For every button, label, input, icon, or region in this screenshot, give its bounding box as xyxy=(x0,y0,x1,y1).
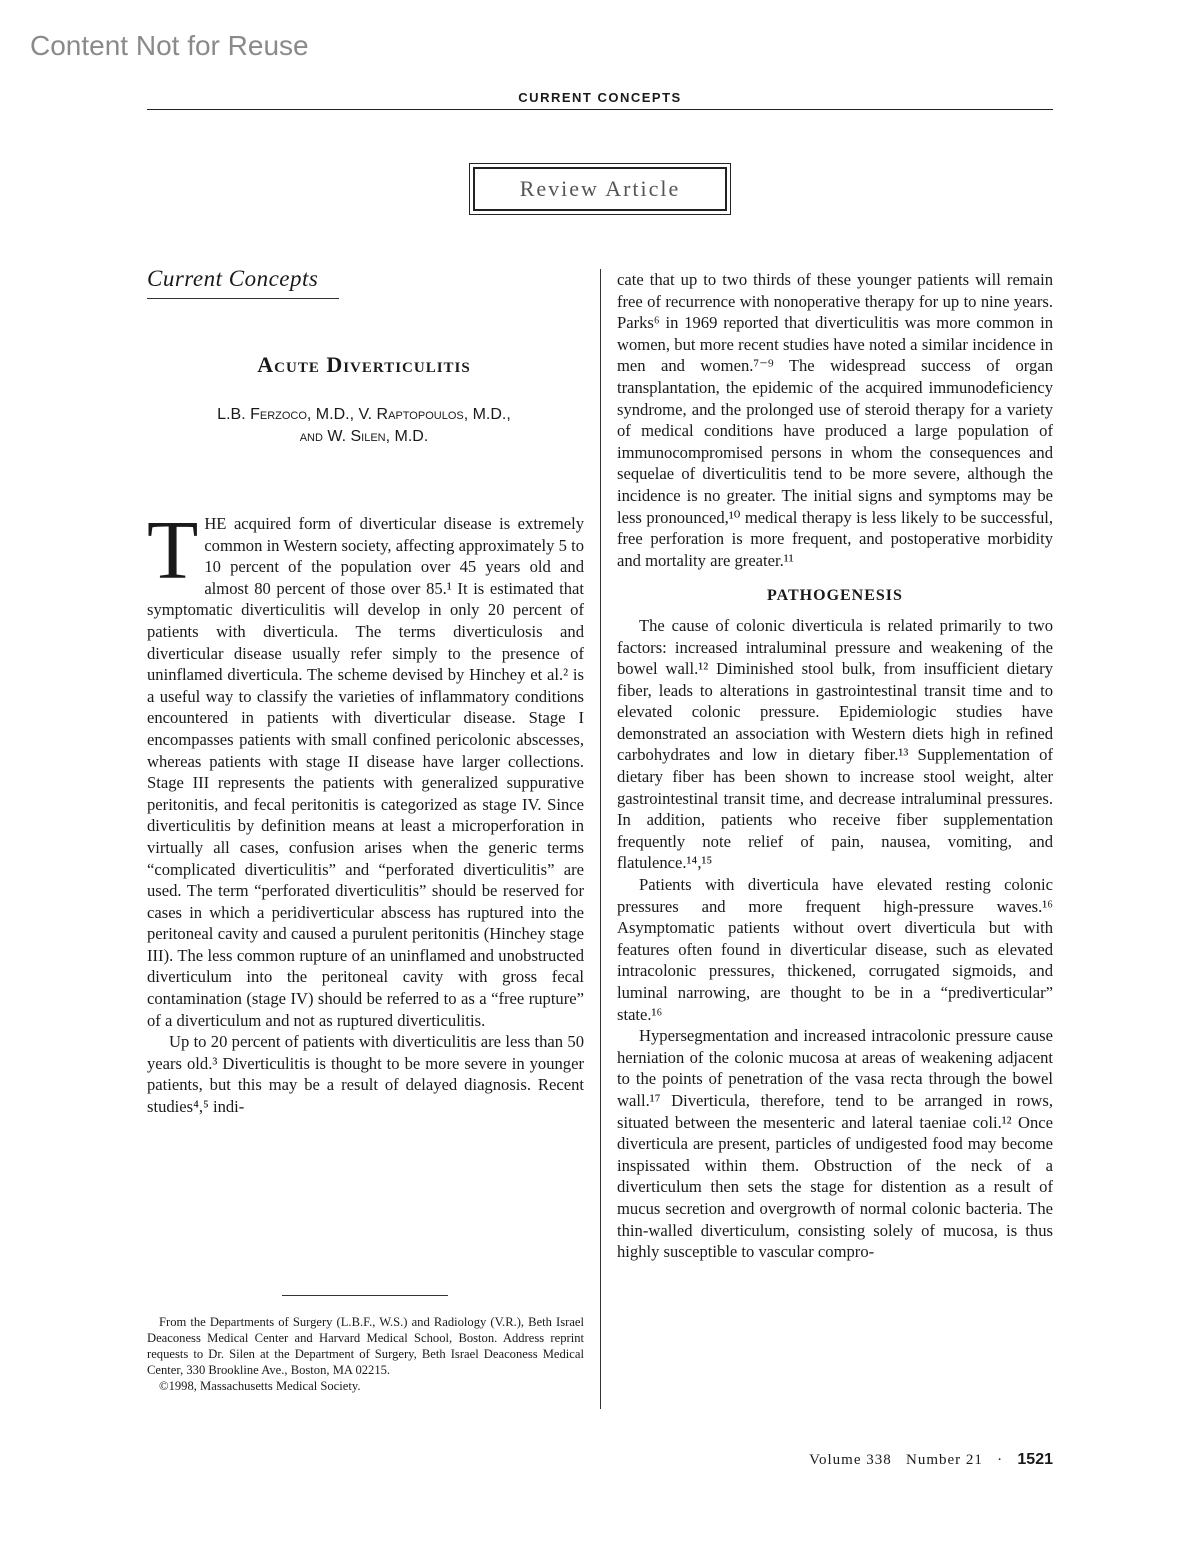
drop-cap: T xyxy=(147,504,199,597)
page-footer xyxy=(700,1451,1053,1469)
section-heading: PATHOGENESIS xyxy=(767,587,903,605)
footer-volume: Volume 338 xyxy=(809,1452,892,1468)
running-head: CURRENT CONCEPTS xyxy=(518,90,682,105)
author-line-2: and W. Silen, M.D. xyxy=(299,428,429,445)
watermark-text: Content Not for Reuse xyxy=(30,30,309,61)
footnote-copyright: ©1998, Massachusetts Medical Society. xyxy=(159,1379,361,1393)
series-title: Current Concepts xyxy=(147,266,339,299)
intro-paragraph-2: Up to 20 percent of patients with diverticulitis are less than 50 years old.³ Diverticulitis is thought to be more severe in younger patients, but this may be a result of delayed diagnosis. Recent studies⁴,⁵ indi- xyxy=(147,1032,584,1117)
footnote xyxy=(147,1314,584,1394)
footnote-rule xyxy=(282,1295,448,1296)
article-title: Acute Diverticulitis xyxy=(257,352,471,377)
continued-paragraph: cate that up to two thirds of these younger patients will remain free of recurrence with nonoperative therapy for up to nine years. Parks⁶ in 1969 reported that diverticulitis was more common in women, but more recent studies have noted a similar incidence in men and women.⁷⁻⁹ The widespread success of organ transplantation, the epidemic of the acquired immunodeficiency syndrome, and the prolonged use of steroid therapy for a variety of medical conditions have produced a large population of immunocompromised persons in whom the consequences and sequelae of diverticulitis tend to be more severe, although the incidence is no greater. The initial signs and symptoms may be less pronounced,¹⁰ medical therapy is less likely to be successful, free perforation is more frequent, and postoperative morbidity and mortality are greater.¹¹ xyxy=(617,270,1053,570)
lead-in: HE xyxy=(204,514,227,533)
article-type-box xyxy=(469,163,731,215)
intro-paragraph-1-text: acquired form of diverticular disease is extremely common in Western society, affecting approximately 5 to 10 percent of the population over 45 years old and almost 80 percent of those over 85.¹ It is estimated that symptomatic diverticulitis will develop in only 20 percent of patients with diverticula. The terms diverticulosis and diverticular disease usually refer simply to the presence of uninflamed diverticula. The scheme devised by Hinchey et al.² is a useful way to classify the varieties of inflammatory conditions encountered in patients with diverticular disease. Stage I encompasses patients with small confined pericolonic abscesses, whereas patients with stage II disease have larger collections. Stage III represents the patients with generalized suppurative peritonitis, and fecal peritonitis is categorized as stage IV. Since diverticulitis by definition means at least a microperforation in virtually all cases, confusion arises when the generic terms “complicated diverticulitis” and “perforated diverticulitis” are used. The term “perforated diverticulitis” should be reserved for cases in which a peridiverticular abscess has ruptured into the peritoneal cavity and caused a purulent peritonitis (Hinchey stage III). The less common rupture of an uninflamed and unobstructed diverticulum into the peritoneal cavity with gross fecal contamination (stage IV) should be referred to as a “free rupture” of a diverticulum and not as ruptured diverticulitis. xyxy=(147,514,584,1030)
footer-number: Number 21 xyxy=(906,1452,983,1468)
right-column xyxy=(617,269,1053,1263)
article-type-label: Review Article xyxy=(473,167,727,211)
pathogenesis-paragraph-3: Hypersegmentation and increased intracolonic pressure cause herniation of the colonic mucosa at areas of weakening adjacent to the points of penetration of the vasa recta through the bowel wall.¹⁷ Diverticula, therefore, tend to be arranged in rows, situated between the mesenteric and lateral taeniae coli.¹² Once diverticula are present, particles of undigested food may become inspissated within them. Obstruction of the neck of a diverticulum then sets the stage for distention as a result of mucus secretion and overgrowth of normal colonic bacteria. The thin-walled diverticulum, consisting solely of mucosa, is thus highly susceptible to vascular compro- xyxy=(617,1026,1053,1262)
left-column xyxy=(147,504,584,1118)
footer-separator: · xyxy=(997,1452,1004,1468)
pathogenesis-paragraph-1: The cause of colonic diverticula is related primarily to two factors: increased intraluminal pressure and weakening of the bowel wall.¹² Diminished stool bulk, from insufficient dietary fiber, leads to alterations in gastrointestinal transit time and to elevated colonic pressure. Epidemiologic studies have demonstrated an association with Western diets high in refined carbohydrates and low in dietary fiber.¹³ Supplementation of dietary fiber has been shown to increase stool weight, alter gastrointestinal transit time, and decrease intraluminal pressures. In addition, patients who receive fiber supplementation frequently note relief of pain, nausea, vomiting, and flatulence.¹⁴,¹⁵ xyxy=(617,615,1053,873)
author-line-1: L.B. Ferzoco, M.D., V. Raptopoulos, M.D., xyxy=(217,406,511,423)
column-divider xyxy=(600,269,601,1409)
page-number: 1521 xyxy=(1017,1451,1053,1468)
author-list xyxy=(147,404,581,448)
header-rule xyxy=(147,109,1053,110)
pathogenesis-paragraph-2: Patients with diverticula have elevated resting colonic pressures and more frequent high-pressure waves.¹⁶ Asymptomatic patients without overt diverticula but with features often found in diverticular disease, such as elevated intracolonic pressures, thickened, corrugated sigmoids, and luminal narrowing, are thought to be in a “prediverticular” state.¹⁶ xyxy=(617,875,1053,1024)
intro-paragraph-1 xyxy=(147,504,584,1031)
footnote-affiliation: From the Departments of Surgery (L.B.F., W.S.) and Radiology (V.R.), Beth Israel Deaconess Medical Center and Harvard Medical School, Boston. Address reprint requests to Dr. Silen at the Department of Surgery, Beth Israel Deaconess Medical Center, 330 Brookline Ave., Boston, MA 02215. xyxy=(147,1315,584,1377)
